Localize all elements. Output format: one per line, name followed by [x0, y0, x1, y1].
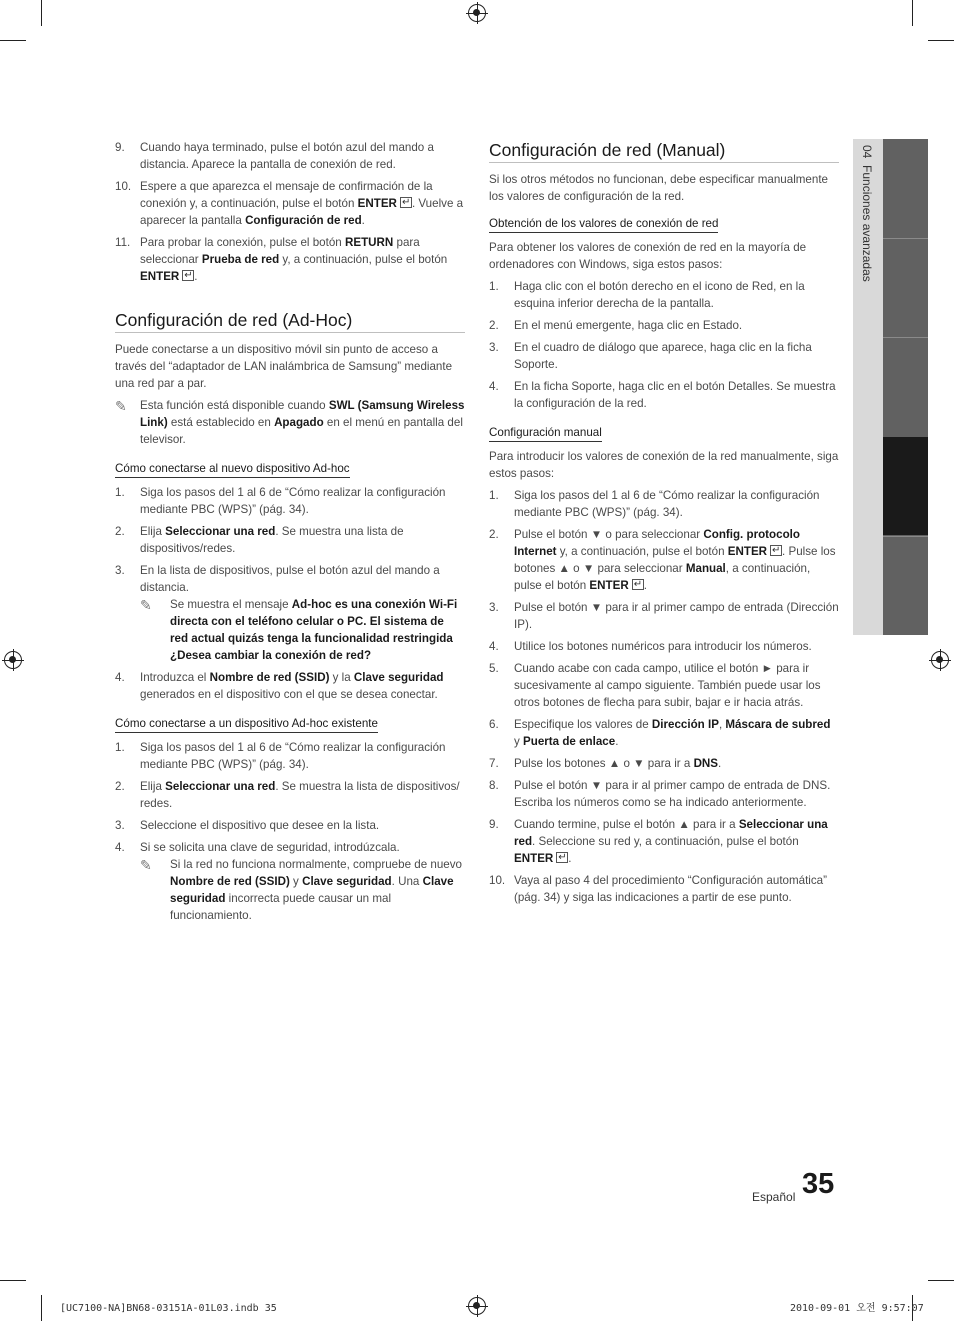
list-item — [115, 178, 465, 229]
list-item — [115, 484, 465, 518]
note-text: Si la red no funciona normalmente, compruebe de nuevo Nombre de red (SSID) y Clave seguridad. Una Clave seguridad incorrecta puede causar un mal funcionamiento. — [170, 858, 462, 922]
note — [140, 856, 465, 924]
right-column — [489, 139, 839, 911]
manual-intro: Si los otros métodos no funcionan, debe especificar manualmente los valores de configuración de la red. — [489, 173, 828, 203]
step-number: 4. — [115, 671, 125, 684]
list-item — [489, 526, 839, 594]
chapter-title: Funciones avanzadas — [860, 165, 874, 282]
crop-mark — [912, 0, 913, 26]
step-number: 8. — [489, 779, 499, 792]
step-number: 3. — [489, 341, 499, 354]
step-text: Siga los pasos del 1 al 6 de “Cómo realizar la configuración mediante PBC (WPS)” (pág. 34). — [140, 741, 446, 771]
left-column — [115, 139, 465, 929]
top-steps-list — [115, 139, 465, 285]
step-text: Para probar la conexión, pulse el botón RETURN para seleccionar Prueba de red y, a continuación, pulse el botón ENTER↵ . — [140, 234, 465, 285]
step-text: Haga clic con el botón derecho en el icono de Red, en la esquina inferior derecha de la pantalla. — [514, 280, 805, 310]
list-item — [489, 638, 839, 655]
step-number: 2. — [115, 780, 125, 793]
crop-mark — [928, 1280, 954, 1281]
step-number: 2. — [489, 528, 499, 541]
subsection-title-obtain-values: Obtención de los valores de conexión de red — [489, 216, 718, 233]
section-title-manual: Configuración de red (Manual) — [489, 139, 839, 163]
step-number: 5. — [489, 662, 499, 675]
chapter-index-strip — [883, 139, 928, 635]
step-number: 10. — [489, 874, 506, 887]
step-text: Cuando acabe con cada campo, utilice el botón ► para ir sucesivamente al campo siguiente. También puede usar los otros botones de flecha para subir, bajar e ir hacia atrás. — [514, 662, 821, 709]
step-text: Siga los pasos del 1 al 6 de “Cómo realizar la configuración mediante PBC (WPS)” (pág. 34). — [140, 486, 446, 516]
list-item — [489, 339, 839, 373]
adhoc-intro: Puede conectarse a un dispositivo móvil sin punto de acceso a través del “adaptador de LAN inalámbrica de Samsung” mediante una red par a par. — [115, 343, 453, 390]
list-item — [115, 669, 465, 703]
step-text: Si se solicita una clave de seguridad, introdúzcala. — [140, 841, 400, 854]
step-number: 1. — [115, 741, 125, 754]
chapter-index-divider — [883, 536, 928, 537]
list-item — [115, 234, 465, 285]
step-number: 9. — [115, 141, 125, 154]
note — [115, 397, 465, 448]
list-item — [489, 755, 839, 772]
subsection-title-existing-adhoc: Cómo conectarse a un dispositivo Ad-hoc existente — [115, 716, 378, 733]
list-item — [115, 839, 465, 924]
step-number: 9. — [489, 818, 499, 831]
step-text: Elija Seleccionar una red. Se muestra la lista de dispositivos/ redes. — [140, 780, 460, 810]
step-number: 3. — [489, 601, 499, 614]
step-text: Elija Seleccionar una red. Se muestra una lista de dispositivos/redes. — [140, 525, 404, 555]
note-pencil-icon: ✎ — [140, 857, 152, 873]
step-text: Pulse el botón ▼ para ir al primer campo de entrada (Dirección IP). — [514, 601, 839, 631]
step-text: Especifique los valores de Dirección IP, Máscara de subred y Puerta de enlace. — [514, 718, 831, 748]
list-item — [489, 816, 839, 867]
step-number: 4. — [489, 640, 499, 653]
note — [140, 596, 465, 664]
step-text: En el cuadro de diálogo que aparece, haga clic en la ficha Soporte. — [514, 341, 812, 371]
step-text: Seleccione el dispositivo que desee en la lista. — [140, 819, 380, 832]
list-item — [489, 716, 839, 750]
crop-mark — [41, 0, 42, 26]
step-text: Cuando termine, pulse el botón ▲ para ir a Seleccionar una red. Seleccione su red y, a continuación, pulse el botón ENTER↵ . — [514, 816, 839, 867]
step-text: Pulse el botón ▼ para ir al primer campo de entrada de DNS. Escriba los números como se ha indicado anteriormente. — [514, 779, 831, 809]
step-number: 2. — [115, 525, 125, 538]
step-number: 11. — [115, 236, 131, 249]
list-item — [115, 523, 465, 557]
step-text: En la ficha Soporte, haga clic en el botón Detalles. Se muestra la configuración de la red. — [514, 380, 836, 410]
step-text: En la lista de dispositivos, pulse el botón azul del mando a distancia. — [140, 564, 440, 594]
step-number: 4. — [489, 380, 499, 393]
step-text: En el menú emergente, haga clic en Estado. — [514, 319, 743, 332]
chapter-label — [858, 145, 876, 282]
list-item — [489, 317, 839, 334]
step-number: 3. — [115, 564, 125, 577]
list-item — [489, 278, 839, 312]
note-pencil-icon: ✎ — [140, 597, 152, 613]
list-item — [489, 872, 839, 906]
step-number: 4. — [115, 841, 125, 854]
registration-mark-icon — [4, 651, 22, 669]
step-text: Utilice los botones numéricos para introducir los números. — [514, 640, 812, 653]
crop-mark — [0, 1280, 26, 1281]
step-text: Cuando haya terminado, pulse el botón azul del mando a distancia. Aparece la pantalla de conexión de red. — [140, 141, 434, 171]
step-text: Pulse el botón ▼ o para seleccionar Config. protocolo Internet y, a continuación, pulse el botón ENTER↵ . Pulse los botones ▲ o ▼ para seleccionar Manual, a continuación, pulse el botón ENTER↵ . — [514, 526, 839, 594]
step-number: 1. — [489, 280, 499, 293]
step-text: Pulse los botones ▲ o ▼ para ir a DNS. — [514, 757, 722, 770]
note-text: Se muestra el mensaje Ad-hoc es una conexión Wi-Fi directa con el teléfono celular o PC. El sistema de red actual quizás tenga la funcionalidad restringida ¿Desea cambiar la conexión de red? — [170, 598, 458, 662]
step-text: Siga los pasos del 1 al 6 de “Cómo realizar la configuración mediante PBC (WPS)” (pág. 34). — [514, 489, 820, 519]
list-item — [489, 487, 839, 521]
crop-mark — [0, 40, 26, 41]
step-text: Introduzca el Nombre de red (SSID) y la Clave seguridad generados en el dispositivo con el que se desea conectar. — [140, 671, 444, 701]
step-number: 1. — [489, 489, 499, 502]
chapter-index-divider — [883, 238, 928, 239]
note-text: Esta función está disponible cuando SWL (Samsung Wireless Link) está establecido en Apagado en el menú en pantalla del televisor. — [140, 399, 465, 446]
list-item — [489, 378, 839, 412]
step-text: Vaya al paso 4 del procedimiento “Configuración automática” (pág. 34) y siga las indicaciones a partir de ese punto. — [514, 874, 827, 904]
list-item — [115, 817, 465, 834]
registration-mark-icon — [468, 1297, 486, 1315]
obtain-intro: Para obtener los valores de conexión de red en la mayoría de ordenadores con Windows, siga estos pasos: — [489, 241, 807, 271]
list-item — [115, 139, 465, 173]
page-number: 35 — [802, 1168, 835, 1200]
list-item — [115, 562, 465, 664]
registration-mark-icon — [468, 4, 486, 22]
chapter-index-divider — [883, 337, 928, 338]
crop-mark — [41, 1295, 42, 1321]
list-item — [489, 777, 839, 811]
list-item — [489, 599, 839, 633]
list-item — [115, 778, 465, 812]
section-title-adhoc: Configuración de red (Ad-Hoc) — [115, 309, 465, 333]
footer-language: Español — [752, 1190, 796, 1204]
print-file-info: [UC7100-NA]BN68-03151A-01L03.indb 35 — [60, 1303, 277, 1314]
chapter-number: 04 — [860, 145, 874, 159]
crop-mark — [928, 40, 954, 41]
step-number: 7. — [489, 757, 499, 770]
subsection-title-manual-config: Configuración manual — [489, 425, 602, 442]
chapter-index-current — [883, 437, 928, 535]
step-number: 6. — [489, 718, 499, 731]
print-date-info: 2010-09-01 오전 9:57:07 — [790, 1303, 924, 1314]
list-item — [489, 660, 839, 711]
subsection-title-new-adhoc: Cómo conectarse al nuevo dispositivo Ad-hoc — [115, 461, 350, 478]
manual-config-intro: Para introducir los valores de conexión de la red manualmente, siga estos pasos: — [489, 450, 839, 480]
note-pencil-icon: ✎ — [115, 398, 127, 414]
list-item — [115, 739, 465, 773]
step-text: Espere a que aparezca el mensaje de confirmación de la conexión y, a continuación, pulse el botón ENTER↵ . Vuelve a aparecer la pantalla Configuración de red. — [140, 178, 465, 229]
registration-mark-icon — [931, 651, 949, 669]
step-number: 3. — [115, 819, 125, 832]
step-number: 2. — [489, 319, 499, 332]
step-number: 1. — [115, 486, 125, 499]
step-number: 10. — [115, 180, 132, 193]
